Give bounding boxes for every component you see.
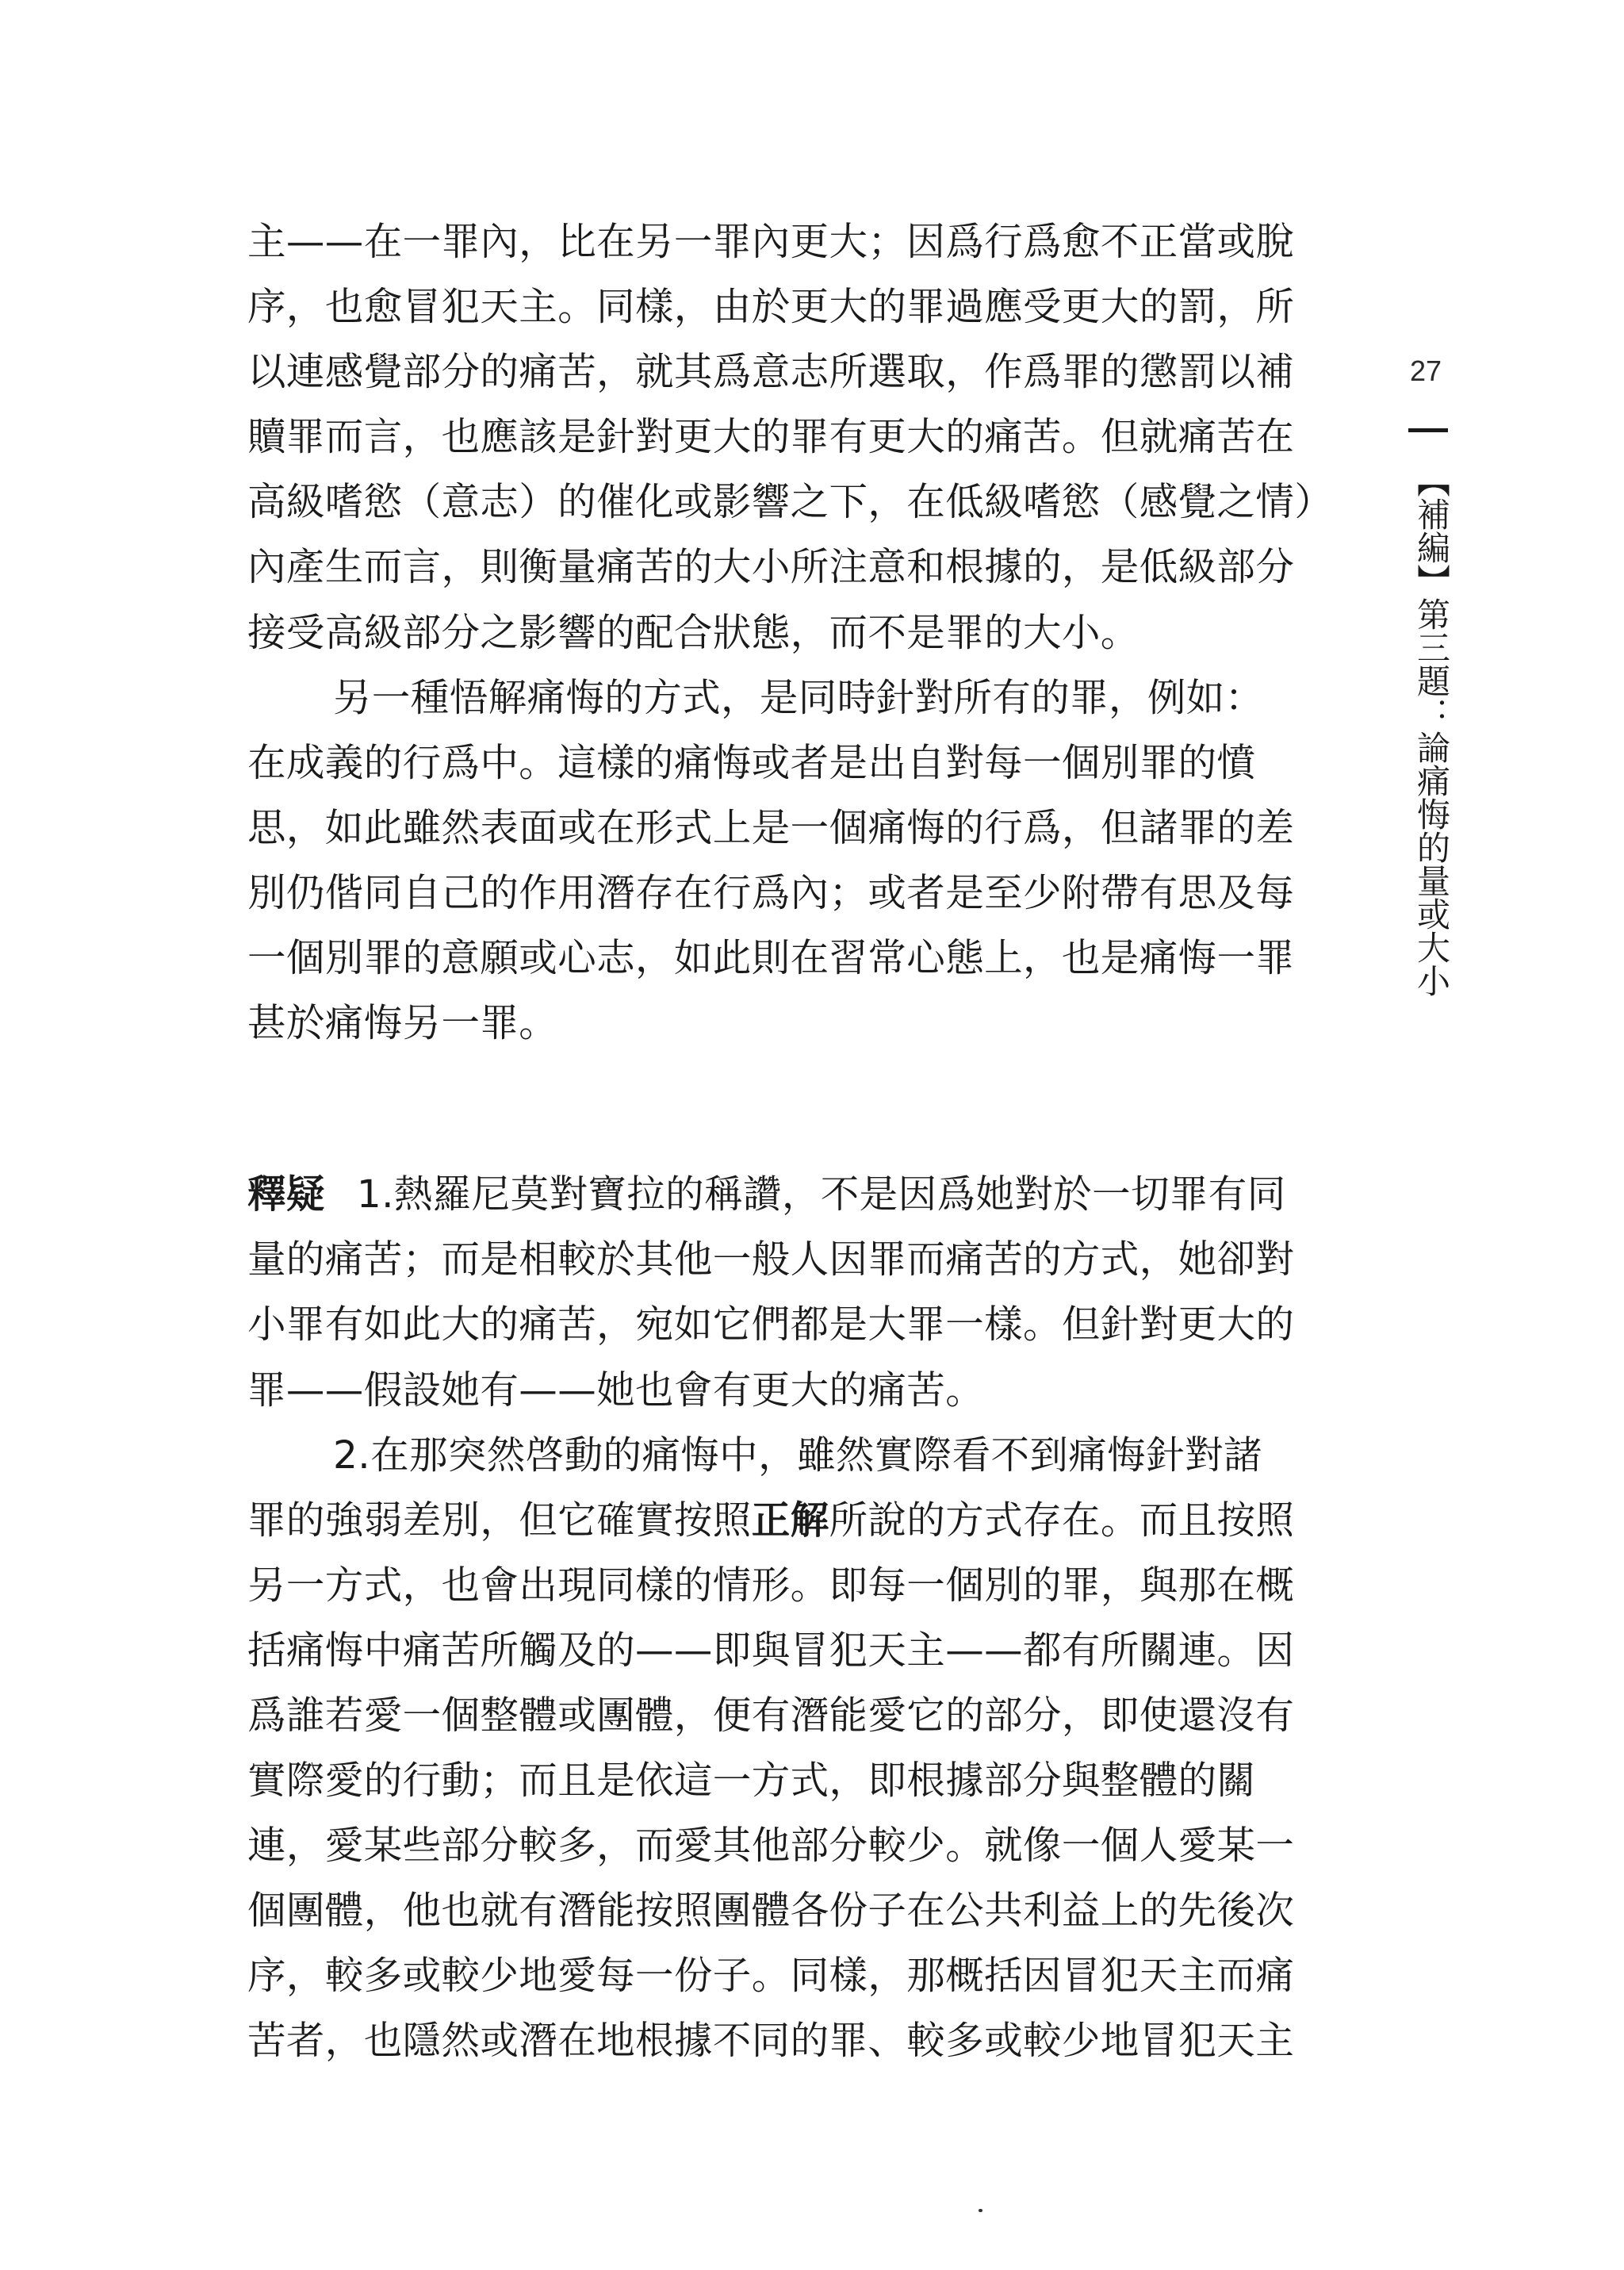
text-line: 罪——假設她有——她也會有更大的痛苦。 xyxy=(247,1367,985,1413)
text-line: 思，如此雖然表面或在形式上是一個痛悔的行爲，但諸罪的差 xyxy=(247,805,1295,850)
text-line xyxy=(247,1162,1373,1227)
text-line: 甚於痛悔另一罪。 xyxy=(247,1001,558,1046)
bold-term: 正解 xyxy=(751,1497,829,1543)
text-line: 量的痛苦；而是相較於其他一般人因罪而痛苦的方式，她卻對 xyxy=(247,1237,1295,1283)
paragraph-2 xyxy=(247,665,1373,1056)
paragraph-4 xyxy=(247,1423,1373,2074)
text-line: 贖罪而言，也應該是針對更大的罪有更大的痛苦。但就痛苦在 xyxy=(247,415,1295,460)
text-line: 2.在那突然啓動的痛悔中，雖然實際看不到痛悔針對諸 xyxy=(333,1432,1262,1478)
text-line: 另一方式，也會出現同樣的情形。即每一個別的罪，與那在概 xyxy=(247,1563,1295,1608)
text-line: 序，較多或較少地愛每一份子。同樣，那概括因冒犯天主而痛 xyxy=(247,1954,1295,1999)
main-text-block xyxy=(247,209,1373,2074)
paragraph-1 xyxy=(247,209,1373,665)
text-segment: 所說的方式存在。而且按照 xyxy=(829,1497,1295,1543)
text-line: 個團體，他也就有潛能按照團體各份子在公共利益上的先後次 xyxy=(247,1888,1295,1934)
text-line: 小罪有如此大的痛苦，宛如它們都是大罪一樣。但針對更大的 xyxy=(247,1302,1295,1348)
section-gap xyxy=(247,1056,1373,1162)
text-line: 括痛悔中痛苦所觸及的——即與冒犯天主——都有所關連。因 xyxy=(247,1628,1295,1673)
text-line: 另一種悟解痛悔的方式，是同時針對所有的罪，例如： xyxy=(333,675,1264,720)
objections-label: 釋疑 xyxy=(247,1172,325,1217)
objection-1-start: 1.熱羅尼莫對寶拉的稱讚，不是因爲她對於一切罪有同 xyxy=(356,1172,1286,1217)
text-line xyxy=(247,1488,1373,1553)
text-line: 實際愛的行動；而且是依這一方式，即根據部分與整體的關 xyxy=(247,1758,1256,1804)
margin-rule xyxy=(1408,428,1448,432)
text-line: 以連感覺部分的痛苦，就其爲意志所選取，作爲罪的懲罰以補 xyxy=(247,350,1295,395)
text-line: 一個別罪的意願或心志，如此則在習常心態上，也是痛悔一罪 xyxy=(247,936,1295,981)
objections-paragraph xyxy=(247,1162,1373,1422)
text-line: 主——在一罪內，比在另一罪內更大；因爲行爲愈不正當或脫 xyxy=(247,220,1295,264)
running-title: 【補編】第三題：論痛悔的量或大小 xyxy=(1412,464,1451,997)
text-line: 在成義的行爲中。這樣的痛悔或者是出自對每一個別罪的憤 xyxy=(247,740,1256,785)
text-line: 苦者，也隱然或潛在地根據不同的罪、較多或較少地冒犯天主 xyxy=(247,2019,1295,2064)
text-line: 內產生而言，則衡量痛苦的大小所注意和根據的，是低級部分 xyxy=(247,545,1295,590)
text-line: 接受高級部分之影響的配合狀態，而不是罪的大小。 xyxy=(247,610,1139,655)
text-segment: 罪的強弱差別，但它確實按照 xyxy=(247,1497,752,1543)
text-line: 高級嗜慾（意志）的催化或影響之下，在低級嗜慾（感覺之情） xyxy=(247,480,1334,525)
text-line: 爲誰若愛一個整體或團體，便有潛能愛它的部分，即使還沒有 xyxy=(247,1693,1295,1738)
page-number: 27 xyxy=(1410,355,1442,387)
print-speck xyxy=(979,2209,982,2212)
text-line: 序，也愈冒犯天主。同樣，由於更大的罪過應受更大的罰，所 xyxy=(247,285,1295,330)
text-line: 別仍偕同自己的作用潛存在行爲內；或者是至少附帶有思及每 xyxy=(247,870,1295,915)
text-line: 連，愛某些部分較多，而愛其他部分較少。就像一個人愛某一 xyxy=(247,1823,1295,1869)
